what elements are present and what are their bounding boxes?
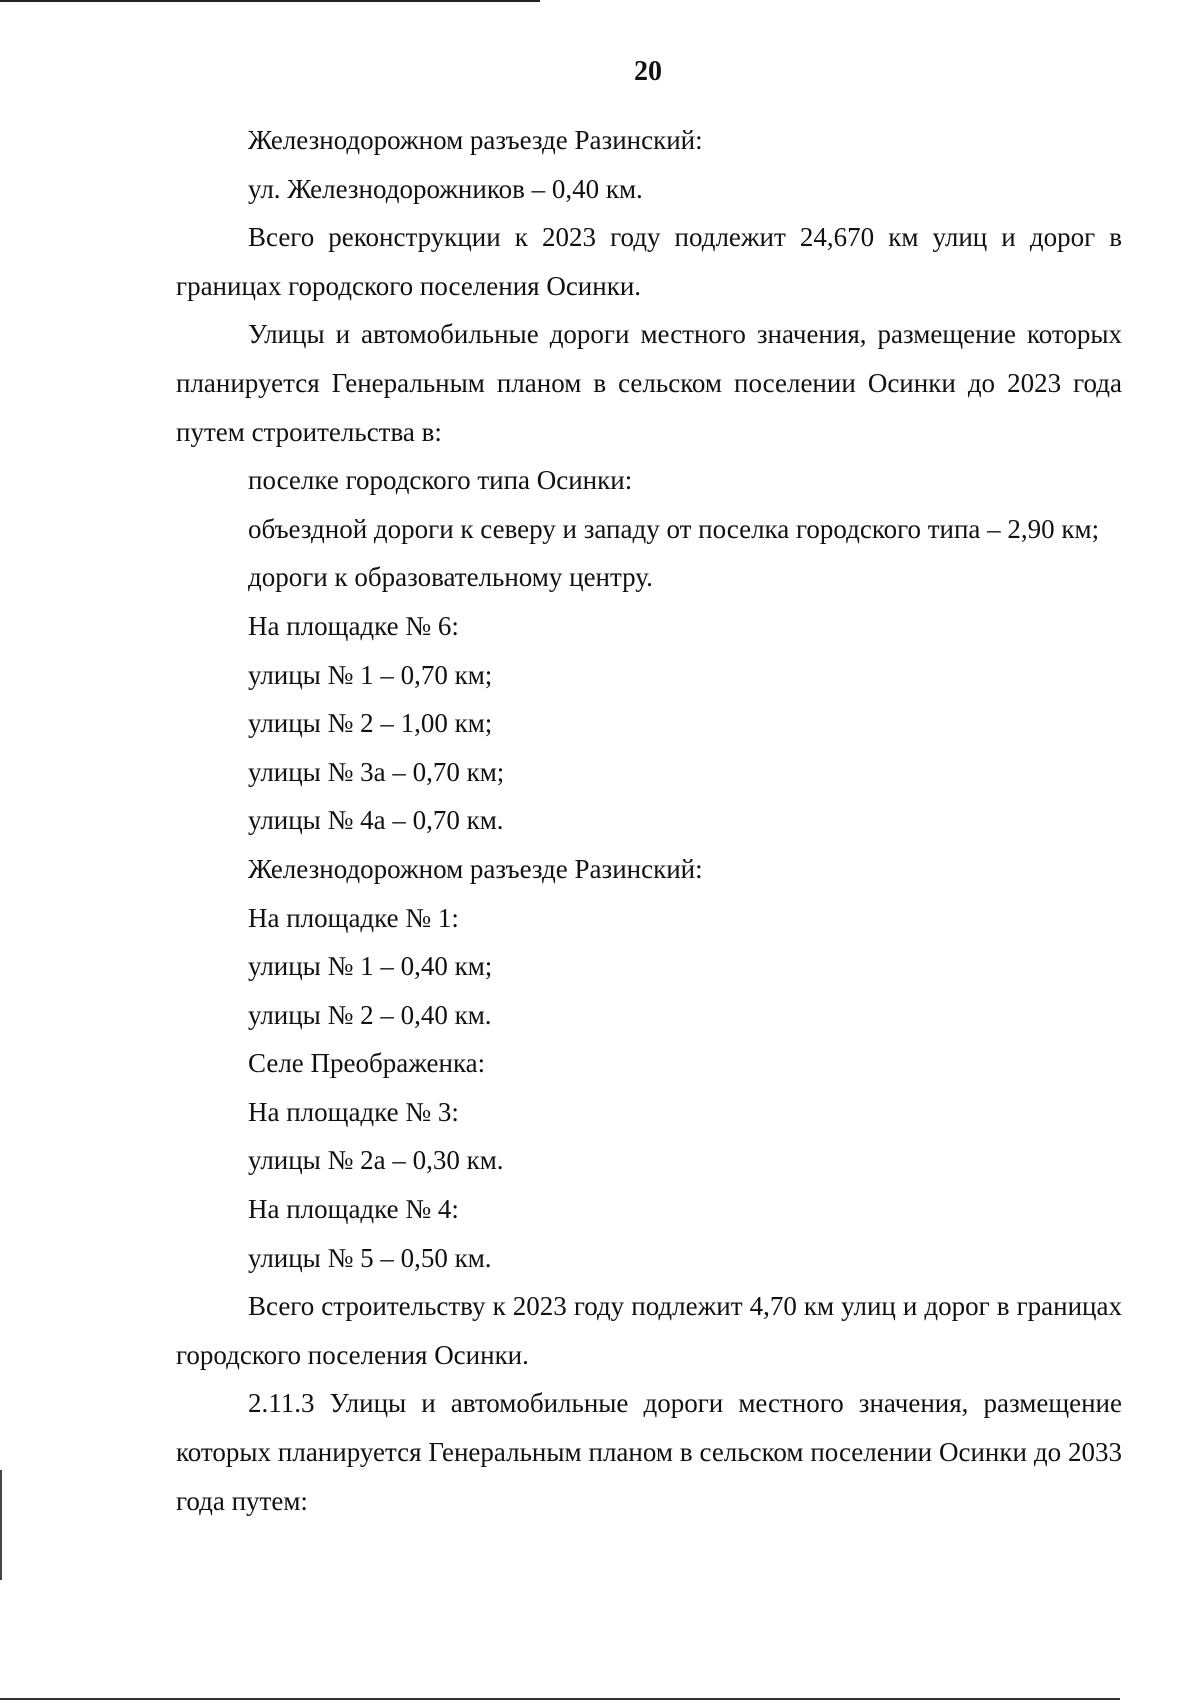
paragraph: На площадке № 3:: [248, 1096, 459, 1127]
list-item: улицы № 5 – 0,50 км.: [248, 1242, 492, 1273]
paragraph: Всего реконструкции к 2023 году подлежит 24,670 км улиц и дорог в границах городского поселения Осинки.: [176, 222, 1122, 301]
paragraph: На площадке № 6:: [248, 610, 459, 641]
list-item: улицы № 1 – 0,70 км;: [248, 659, 493, 690]
paragraph: Селе Преображенка:: [248, 1048, 486, 1079]
section-paragraph: 2.11.3 Улицы и автомобильные дороги местного значения, размещение которых планируется Генеральным планом в сельском поселении Осинки до 2033 года путем:: [176, 1388, 1122, 1516]
paragraph: поселке городского типа Осинки:: [248, 465, 633, 496]
paragraph: Железнодорожном разъезде Разинский:: [248, 125, 703, 155]
list-item: улицы № 1 – 0,40 км;: [248, 951, 493, 982]
paragraph: На площадке № 4:: [248, 1194, 459, 1225]
paragraph: Железнодорожном разъезде Разинский:: [248, 853, 703, 884]
document-body: [176, 116, 1122, 1525]
scan-edge-left: [0, 1470, 2, 1580]
paragraph: Улицы и автомобильные дороги местного значения, размещение которых планируется Генеральным планом в сельском поселении Осинки до 2023 года путем строительства в:: [176, 319, 1122, 447]
paragraph: На площадке № 1:: [248, 902, 459, 933]
paragraph: ул. Железнодорожников – 0,40 км.: [248, 173, 643, 204]
page-number: 20: [634, 56, 662, 87]
scan-edge-bottom: [0, 1698, 1120, 1700]
list-item: улицы № 2а – 0,30 км.: [248, 1145, 504, 1176]
list-item: улицы № 3а – 0,70 км;: [248, 756, 505, 787]
list-item: улицы № 4а – 0,70 км.: [248, 805, 504, 836]
paragraph: объездной дороги к северу и западу от поселка городского типа – 2,90 км;: [248, 513, 1100, 544]
list-item: улицы № 2 – 0,40 км.: [248, 999, 492, 1030]
list-item: улицы № 2 – 1,00 км;: [248, 708, 493, 739]
paragraph: Всего строительству к 2023 году подлежит 4,70 км улиц и дорог в границах городского поселения Осинки.: [176, 1291, 1122, 1370]
scan-edge-top: [0, 0, 540, 2]
paragraph: дороги к образовательному центру.: [248, 562, 653, 593]
